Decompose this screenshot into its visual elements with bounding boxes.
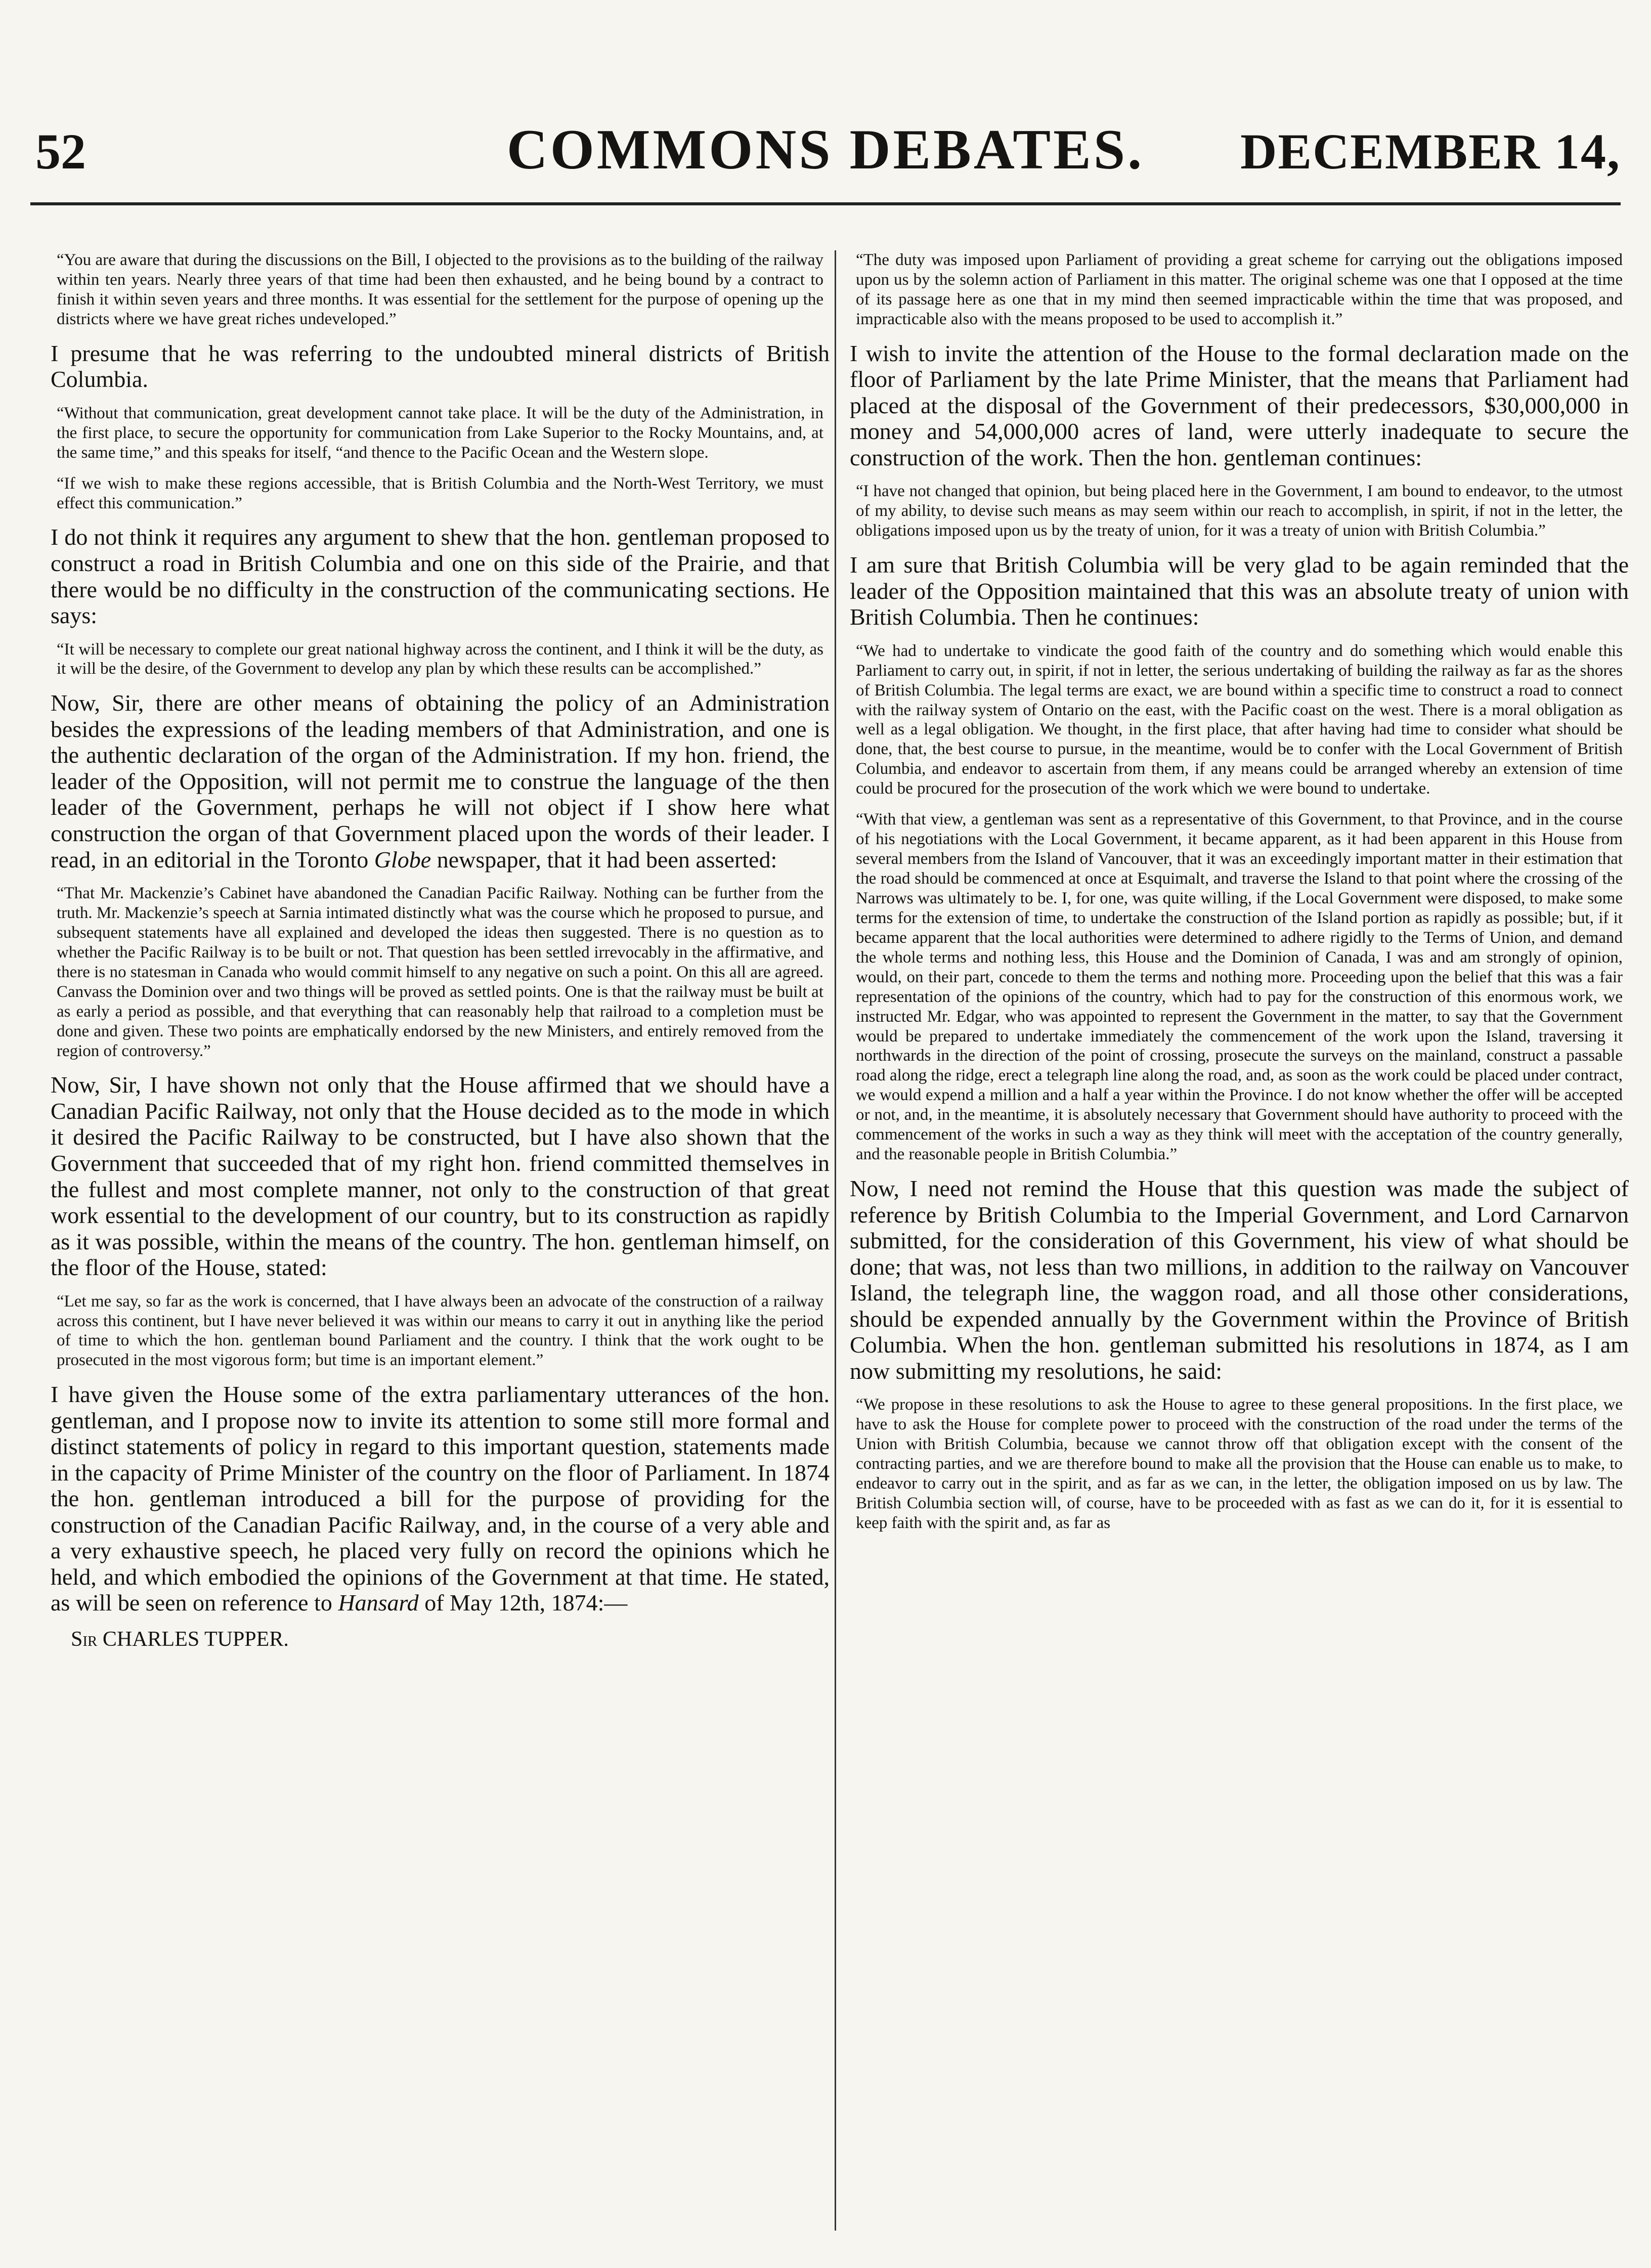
page-number: 52: [35, 123, 86, 180]
publication-title: COMMONS DEBATES.: [506, 118, 1145, 181]
quote-block: “That Mr. Mackenzie’s Cabinet have abandoned the Canadian Pacific Railway. Nothing can be further from the truth. Mr. Mackenzie’s speech at Sarnia intimated distinctly what was the course which he proposed to pursue, and subsequent statements have all explained and developed the ideas then suggested. There is no question as to whether the Pacific Railway is to be built or not. That question has been settled irrevocably in the affirmative, and there is no statesman in Canada who would commit himself to any negative on such a point. On this all are agreed. Canvass the Dominion over and two things will be proved as settled points. One is that the railway must be built at as early a period as possible, and that everything that can reasonably help that railroad to a completion must be done and given. These two points are emphatically endorsed by the new Ministers, and entirely removed from the region of controversy.”: [57, 884, 823, 1060]
body-paragraph: [51, 1381, 830, 1616]
quote-block: “It will be necessary to complete our great national highway across the continent, and I think it will be the duty, as it will be the desire, of the Government to develop any plan by which these results can be accomplished.”: [57, 640, 823, 678]
quote-block: “I have not changed that opinion, but being placed here in the Government, I am bound to endeavor, to the utmost of my ability, to devise such means as may seem within our reach to accomplish, in spirit, if not in the letter, the obligations imposed upon us by the treaty of union, for it was a treaty of union with British Columbia.”: [856, 482, 1623, 540]
body-paragraph: I am sure that British Columbia will be very glad to be again reminded that the leader of the Opposition maintained that this was an absolute treaty of union with British Columbia. Then he continues:: [850, 552, 1629, 630]
quote-block: “With that view, a gentleman was sent as a representative of this Government, to that Province, and in the course of his negotiations with the Local Government, it became apparent, as it had been apparent in this House from several members from the Island of Vancouver, that it was an exceedingly important matter in their estimation that the road should be commenced at once at Esquimalt, and traverse the Island to that point where the crossing of the Narrows was ultimately to be. I, for one, was quite willing, if the Local Government were disposed, to make some terms for the extension of time, to undertake the construction of the Island portion as rapidly as possible; but, if it became apparent that the local authorities were determined to adhere rigidly to the Terms of Union, and demand the whole terms and nothing less, this House and the Dominion of Canada, I was and am strongly of opinion, would, on their part, concede to them the terms and nothing more. Proceeding upon the belief that this was a fair representation of the opinions of the country, which had to pay for the construction of this enormous work, we instructed Mr. Edgar, who was appointed to represent the Government in the matter, to say that the Government would be prepared to undertake immediately the commencement of the work upon the Island, traversing it northwards in the direction of the point of crossing, prosecute the surveys on the mainland, construct a passable road along the ridge, erect a telegraph line along the road, and, as soon as the work could be placed under contract, we would expend a million and a half a year within the Province. I do not know whether the offer will be accepted or not, and, in the meantime, it is absolutely necessary that Government should have authority to proceed with the commencement of the works in such a way as they think will meet with the acceptation of the country generally, and the reasonable people in British Columbia.”: [856, 810, 1623, 1164]
quote-block: “You are aware that during the discussions on the Bill, I objected to the provisions as to the building of the railway within ten years. Nearly three years of that time had been then exhausted, and he being bound by a contract to finish it within seven years and three months. It was essential for the settlement for the purpose of opening up the districts where we have great riches undeveloped.”: [57, 251, 823, 328]
paragraph-text: newspaper, that it had been asserted:: [431, 846, 777, 873]
body-paragraph: Now, Sir, I have shown not only that the House affirmed that we should have a Canadian Pacific Railway, not only that the House decided as to the mode in which it desired the Pacific Railway to be constructed, but I have also shown that the Government that succeeded that of my right hon. friend committed themselves in the fullest and most complete manner, not only to the construction of that great work essential to the development of our country, but to its construction as rapidly as it was possible, within the means of the country. The hon. gentleman himself, on the floor of the House, stated:: [51, 1072, 830, 1281]
paragraph-text: Now, Sir, there are other means of obtaining the policy of an Administration besides the expressions of the leading members of that Administration, and one is the authentic declaration of the organ of the Administration. If my hon. friend, the leader of the Opposition, will not permit me to construe the language of the then leader of the Government, perhaps he will not object if I show here what construction the organ of that Government placed upon the words of their leader. I read, in an editorial in the Toronto: [51, 690, 830, 873]
body-paragraph: I presume that he was referring to the undoubted mineral districts of British Columbia.: [51, 340, 830, 392]
paragraph-text: of May 12th, 1874:—: [418, 1590, 628, 1616]
column-divider: [835, 250, 836, 2231]
right-column: [850, 250, 1629, 2241]
quote-block: “Without that communication, great development cannot take place. It will be the duty of the Administration, in the first place, to secure the opportunity for communication from Lake Superior to the Rocky Mountains, and, at the same time,” and this speaks for itself, “and thence to the Pacific Ocean and the Western slope.: [57, 404, 823, 462]
header-rule: [30, 202, 1621, 205]
paragraph-text: I have given the House some of the extra parliamentary utterances of the hon. gentleman, and I propose now to invite its attention to some still more formal and distinct statements of policy in regard to this important question, statements made in the capacity of Prime Minister of the country on the floor of Parliament. In 1874 the hon. gentleman introduced a bill for the purpose of providing for the construction of the Canadian Pacific Railway, and, in the course of a very able and a very exhaustive speech, he placed very fully on record the opinions which he held, and which embodied the opinions of the Government at that time. He stated, as will be seen on reference to: [51, 1381, 830, 1616]
page-header: [0, 0, 1651, 238]
left-column: [51, 250, 830, 2241]
speaker-signature: Sir CHARLES TUPPER.: [71, 1627, 289, 1651]
newspaper-name: Globe: [374, 846, 431, 873]
body-paragraph: I do not think it requires any argument to shew that the hon. gentleman proposed to construct a road in British Columbia and one on this side of the Prairie, and that there would be no difficulty in the construction of the communicating sections. He says:: [51, 524, 830, 629]
quote-block: “If we wish to make these regions accessible, that is British Columbia and the North-West Territory, we must effect this communication.”: [57, 474, 823, 512]
body-paragraph: I wish to invite the attention of the House to the formal declaration made on the floor of Parliament by the late Prime Minister, that the means that Parliament had placed at the disposal of the Government of their predecessors, $30,000,000 in money and 54,000,000 acres of land, were utterly inadequate to secure the construction of the work. Then the hon. gentleman continues:: [850, 340, 1629, 470]
quote-block: “We had to undertake to vindicate the good faith of the country and do something which would enable this Parliament to carry out, in spirit, if not in letter, the serious undertaking of building the railway as far as the shores of British Columbia. The legal terms are exact, we are bound within a specific time to construct a road to connect with the railway system of Ontario on the east, with the Pacific coast on the west. There is a moral obligation as well as a legal obligation. We thought, in the first place, that after having had time to consider what should be done, that, the best course to pursue, in the meantime, would be to confer with the Local Government of British Columbia, and endeavor to ascertain from them, if any means could be arranged whereby an extension of time could be procured for the prosecution of the work which we were bound to undertake.: [856, 641, 1623, 798]
page-date: DECEMBER 14,: [1240, 123, 1621, 180]
quote-block: “Let me say, so far as the work is concerned, that I have always been an advocate of the construction of a railway across this continent, but I have never believed it was within our means to carry it out in anything like the period of time to which the hon. gentleman bound Parliament and the country. I think that the work ought to be prosecuted in the most vigorous form; but time is an important element.”: [57, 1292, 823, 1370]
body-paragraph: [51, 690, 830, 873]
body-paragraph: Now, I need not remind the House that this question was made the subject of reference by British Columbia to the Imperial Government, and Lord Carnarvon submitted, for the consideration of this Government, his view of what should be done; that was, not less than two millions, in addition to the railway on Vancouver Island, the telegraph line, the waggon road, and all those other considerations, should be expended annually by the Government within the Province of British Columbia. When the hon. gentleman submitted his resolutions in 1874, as I am now submitting my resolutions, he said:: [850, 1175, 1629, 1384]
quote-block: “The duty was imposed upon Parliament of providing a great scheme for carrying out the obligations imposed upon us by the solemn action of Parliament in this matter. The original scheme was one that I opposed at the time of its passage here as one that in my mind then seemed impracticable within the time that was proposed, and impracticable also with the means proposed to be used to accomplish it.”: [856, 251, 1623, 328]
quote-block: “We propose in these resolutions to ask the House to agree to these general propositions. In the first place, we have to ask the House for complete power to proceed with the construction of the road under the terms of the Union with British Columbia, because we cannot throw off that obligation except with the consent of the contracting parties, and we are therefore bound to make all the provision that the House can enable us to make, to endeavor to carry out in the spirit, and as far as we can, in the letter, the obligation imposed on us by law. The British Columbia section will, of course, have to be proceeded with as fast as we can do it, for it is essential to keep faith with the spirit and, as far as: [856, 1395, 1623, 1532]
hansard-reference: Hansard: [338, 1590, 419, 1616]
